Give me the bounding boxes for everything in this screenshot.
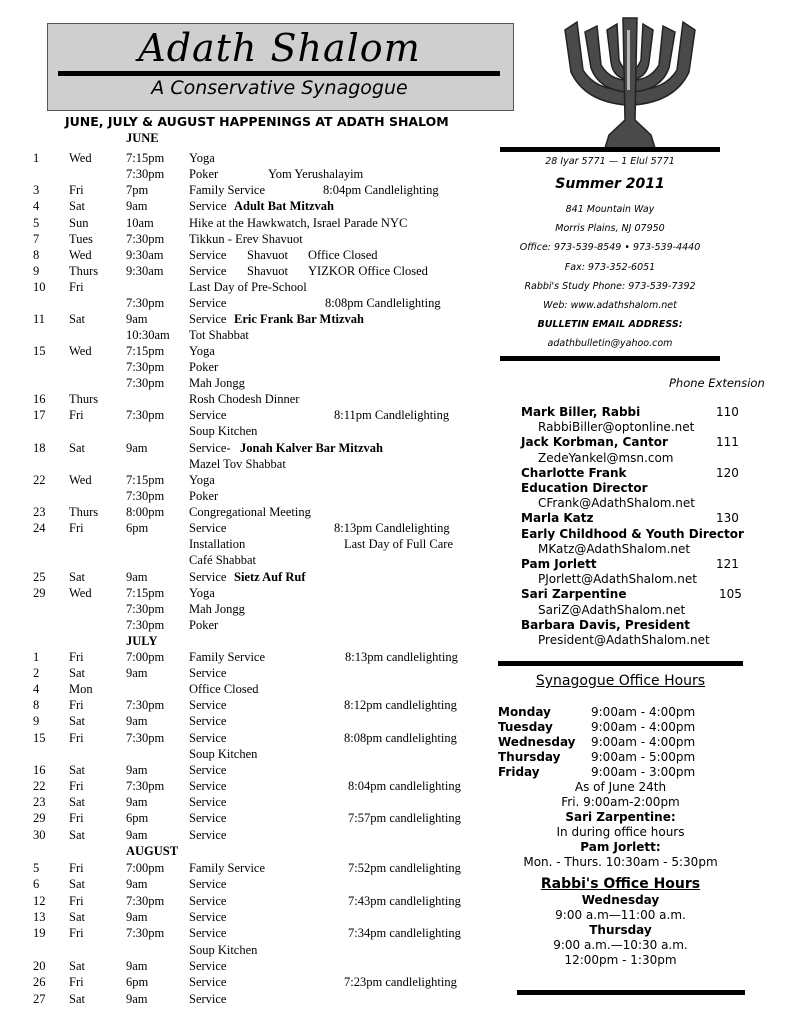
contact-name: Marla Katz: [521, 511, 594, 526]
calendar-time: 7:30pm: [126, 926, 165, 940]
calendar-time: 7:00pm: [126, 861, 165, 875]
calendar-day: 4: [33, 199, 40, 213]
masthead-rule: [58, 71, 500, 76]
calendar-event: Family Service: [189, 650, 266, 664]
summer-friday-hours: Fri. 9:00am-2:00pm: [561, 795, 680, 809]
calendar-time: 7:15pm: [126, 586, 165, 600]
synagogue-subtitle: A Conservative Synagogue: [151, 77, 408, 99]
calendar-event: Mah Jongg: [189, 376, 245, 390]
calendar-event: Service: [189, 795, 227, 809]
office-hours-day: Monday: [498, 705, 551, 719]
calendar-event: Mah Jongg: [189, 602, 245, 616]
contact-name: Sari Zarpentine: [521, 587, 627, 602]
rabbi-time-wednesday: 9:00 a.m—11:00 a.m.: [555, 908, 686, 922]
calendar-event: Service: [189, 408, 227, 422]
calendar-day: 7: [33, 232, 40, 246]
rabbi-hours-heading: Rabbi's Office Hours: [540, 876, 701, 892]
calendar-event: Service: [189, 811, 227, 825]
calendar-day: 17: [33, 408, 46, 422]
calendar-weekday: Thurs: [69, 264, 99, 278]
office-hours-day: Tuesday: [498, 720, 553, 734]
calendar-weekday: Fri: [69, 650, 84, 664]
calendar-time: 7:30pm: [126, 894, 165, 908]
calendar-weekday: Sat: [69, 763, 85, 777]
calendar-event-note: 7:23pm candlelighting: [344, 975, 457, 989]
calendar-time: 6pm: [126, 975, 149, 989]
calendar-time: 7:30pm: [126, 618, 165, 632]
calendar-weekday: Sat: [69, 877, 85, 891]
calendar-day: 5: [33, 861, 40, 875]
calendar-weekday: Wed: [69, 586, 92, 600]
calendar-time: 9am: [126, 763, 148, 777]
month-heading: AUGUST: [126, 844, 179, 858]
contact-name: Pam Jorlett: [521, 557, 597, 571]
contact-extension: 110: [716, 405, 739, 419]
month-heading: JULY: [126, 634, 158, 648]
calendar-event: Yoga: [189, 344, 215, 358]
city-address: Morris Plains, NJ 07950: [555, 223, 665, 234]
calendar-time: 9am: [126, 441, 148, 455]
calendar-event-honoree: Eric Frank Bar Mtizvah: [234, 312, 364, 326]
street-address: 841 Mountain Way: [565, 204, 655, 215]
calendar-weekday: Fri: [69, 521, 84, 535]
calendar-weekday: Wed: [69, 473, 92, 487]
calendar-event: Rosh Chodesh Dinner: [189, 392, 300, 406]
calendar-day: 11: [33, 312, 46, 326]
calendar-day: 15: [33, 731, 46, 745]
calendar-day: 8: [33, 698, 40, 712]
calendar-event-honoree: Sietz Auf Ruf: [234, 570, 306, 584]
contact-email[interactable]: SariZ@AdathShalom.net: [538, 602, 686, 617]
phone-extension-heading: Phone Extension: [669, 376, 765, 390]
calendar-event: Service: [189, 828, 227, 842]
calendar-event: Service: [189, 570, 227, 584]
calendar-time: 9am: [126, 666, 148, 680]
calendar-day: 18: [33, 441, 46, 455]
calendar-day: 23: [33, 505, 46, 519]
calendar-event: Café Shabbat: [189, 553, 256, 567]
calendar-event: Installation: [189, 537, 246, 551]
info-top-rule: [500, 147, 720, 152]
calendar-time: 7:00pm: [126, 650, 165, 664]
calendar-event: Service: [189, 926, 227, 940]
calendar-day: 16: [33, 763, 46, 777]
calendar-event: Service: [189, 910, 227, 924]
calendar-day: 25: [33, 570, 46, 584]
fax-number: Fax: 973-352-6051: [564, 262, 656, 273]
office-hours-time: 9:00am - 5:00pm: [591, 750, 696, 764]
calendar-weekday: Fri: [69, 698, 84, 712]
calendar-day: 29: [33, 586, 46, 600]
contact-name: Jack Korbman, Cantor: [521, 435, 668, 450]
calendar-time: 9am: [126, 828, 148, 842]
calendar-event: Poker: [189, 167, 219, 181]
calendar-time: 9am: [126, 910, 148, 924]
calendar-weekday: Tues: [69, 232, 93, 246]
calendar-day: 16: [33, 392, 46, 406]
rabbi-study-phone: Rabbi's Study Phone: 973-539-7392: [524, 281, 696, 292]
pam-hours: Mon. - Thurs. 10:30am - 5:30pm: [523, 855, 718, 869]
calendar-event: Soup Kitchen: [189, 943, 258, 957]
calendar-day: 1: [33, 650, 40, 664]
calendar-event: Hike at the Hawkwatch, Israel Parade NYC: [189, 216, 408, 230]
calendar-day: 30: [33, 828, 46, 842]
contact-email[interactable]: CFrank@AdathShalom.net: [538, 496, 695, 511]
calendar-event-note: 8:11pm Candlelighting: [334, 408, 450, 422]
calendar-time: 9:30am: [126, 248, 164, 262]
calendar-event: Service: [189, 312, 227, 326]
calendar-event: Service: [189, 894, 227, 908]
contact-email[interactable]: PJorlett@AdathShalom.net: [538, 572, 697, 587]
calendar-time: 9am: [126, 795, 148, 809]
calendar-time: 7pm: [126, 183, 149, 197]
calendar-day: 5: [33, 216, 40, 230]
calendar-time: 7:15pm: [126, 473, 165, 487]
calendar-weekday: Fri: [69, 894, 84, 908]
calendar-event-note: 8:13pm candlelighting: [345, 650, 458, 664]
calendar-weekday: Sat: [69, 570, 85, 584]
rabbi-day-wednesday: Wednesday: [581, 893, 660, 907]
calendar-time: 7:30pm: [126, 376, 165, 390]
calendar-time: 7:30pm: [126, 489, 165, 503]
calendar-weekday: Sat: [69, 441, 85, 455]
sari-hours: In during office hours: [556, 825, 685, 839]
calendar-day: 8: [33, 248, 40, 262]
bulletin-label: BULLETIN EMAIL ADDRESS:: [537, 319, 683, 330]
calendar-weekday: Mon: [69, 682, 93, 696]
calendar-time: 7:30pm: [126, 296, 165, 310]
calendar-event: Yoga: [189, 586, 215, 600]
calendar-time: 7:30pm: [126, 731, 165, 745]
calendar-event: Service: [189, 666, 227, 680]
calendar-event-note: YIZKOR Office Closed: [308, 264, 428, 278]
calendar-time: 7:30pm: [126, 602, 165, 616]
calendar-time: 6pm: [126, 811, 149, 825]
calendar-event-note: 7:43pm candlelighting: [348, 894, 461, 908]
calendar-event-note: 8:04pm Candlelighting: [323, 183, 439, 197]
calendar-time: 10am: [126, 216, 154, 230]
as-of-note: As of June 24th: [574, 780, 667, 794]
calendar-weekday: Fri: [69, 280, 84, 294]
calendar-event: Service: [189, 698, 227, 712]
calendar-day: 23: [33, 795, 46, 809]
calendar-event: Service: [189, 248, 227, 262]
calendar-event: Family Service: [189, 861, 266, 875]
calendar-event-note: 7:34pm candlelighting: [348, 926, 461, 940]
calendar-day: 22: [33, 779, 46, 793]
calendar-event-note: 7:52pm candlelighting: [348, 861, 461, 875]
calendar-event: Congregational Meeting: [189, 505, 311, 519]
rabbi-day-thursday: Thursday: [589, 923, 652, 937]
calendar-time: 7:30pm: [126, 408, 165, 422]
rabbi-hours-rule: [517, 990, 745, 995]
calendar-event-note: 8:08pm candlelighting: [344, 731, 457, 745]
calendar-event: Yoga: [189, 151, 215, 165]
calendar-time: 7:30pm: [126, 779, 165, 793]
calendar-event: Service: [189, 779, 227, 793]
contact-title: Education Director: [521, 481, 648, 495]
calendar-event-note: 8:13pm Candlelighting: [334, 521, 450, 535]
office-hours-day: Wednesday: [498, 735, 576, 749]
calendar-event: Service: [189, 959, 227, 973]
contact-name: Barbara Davis, President: [521, 617, 691, 632]
rabbi-time-thursday-pm: 12:00pm - 1:30pm: [564, 953, 677, 967]
calendar-event: Service: [189, 731, 227, 745]
calendar-weekday: Fri: [69, 731, 84, 745]
rabbi-time-thursday: 9:00 a.m.—10:30 a.m.: [553, 938, 688, 952]
info-bottom-rule: [500, 356, 720, 361]
calendar-weekday: Sat: [69, 828, 85, 842]
calendar-day: 26: [33, 975, 46, 989]
calendar-day: 13: [33, 910, 46, 924]
calendar-weekday: Fri: [69, 861, 84, 875]
calendar-day: 2: [33, 666, 40, 680]
calendar-time: 9am: [126, 877, 148, 891]
calendar-event-note: Office Closed: [308, 248, 378, 262]
calendar-day: 3: [33, 183, 40, 197]
calendar-weekday: Thurs: [69, 505, 99, 519]
calendar-time: 6pm: [126, 521, 149, 535]
contact-name: Mark Biller, Rabbi: [521, 405, 641, 419]
calendar-event: Service-: [189, 441, 231, 455]
calendar-day: 20: [33, 959, 46, 973]
calendar-event-note: 8:08pm Candlelighting: [325, 296, 441, 310]
contact-extension: 105: [719, 587, 742, 602]
calendar-event: Soup Kitchen: [189, 747, 258, 761]
calendar-weekday: Sat: [69, 992, 85, 1006]
office-hours-time: 9:00am - 4:00pm: [591, 720, 696, 734]
calendar-event: Family Service: [189, 183, 266, 197]
season-label: Summer 2011: [555, 176, 665, 192]
calendar-event: Service: [189, 763, 227, 777]
menorah-logo: [555, 10, 705, 150]
calendar-time: 7:30pm: [126, 232, 165, 246]
office-hours-time: 9:00am - 4:00pm: [591, 735, 696, 749]
calendar-day: 9: [33, 264, 40, 278]
contact-title: Early Childhood & Youth Director: [521, 526, 744, 541]
calendar-weekday: Wed: [69, 151, 92, 165]
happenings-heading: JUNE, JULY & AUGUST HAPPENINGS AT ADATH SHALOM: [65, 114, 449, 129]
calendar-weekday: Wed: [69, 248, 92, 262]
calendar-event-note: Yom Yerushalayim: [268, 167, 364, 181]
calendar-event: Mazel Tov Shabbat: [189, 457, 286, 471]
calendar-event: Service: [189, 992, 227, 1006]
calendar-event-honoree: Adult Bat Mitzvah: [234, 199, 334, 213]
calendar-event-honoree: Jonah Kalver Bar Mitzvah: [240, 441, 383, 455]
calendar-time: 7:15pm: [126, 151, 165, 165]
calendar-event: Office Closed: [189, 682, 259, 696]
synagogue-title: Adath Shalom: [138, 26, 421, 70]
calendar-weekday: Sat: [69, 795, 85, 809]
calendar-event: Poker: [189, 618, 219, 632]
calendar-event-note: Last Day of Full Care: [344, 537, 454, 551]
calendar-event: Service: [189, 199, 227, 213]
calendar-time: 9am: [126, 570, 148, 584]
calendar-event: Last Day of Pre-School: [189, 280, 307, 294]
hebrew-dates: 28 Iyar 5771 — 1 Elul 5771: [545, 156, 675, 167]
calendar-time: 7:15pm: [126, 344, 165, 358]
calendar-weekday: Sat: [69, 199, 85, 213]
calendar-weekday: Sat: [69, 714, 85, 728]
website[interactable]: Web: www.adathshalom.net: [543, 300, 677, 311]
calendar-day: 15: [33, 344, 46, 358]
calendar-weekday: Fri: [69, 975, 84, 989]
calendar-day: 24: [33, 521, 46, 535]
contact-email[interactable]: MKatz@AdathShalom.net: [538, 541, 691, 556]
calendar-weekday: Sun: [69, 216, 89, 230]
calendar-weekday: Thurs: [69, 392, 99, 406]
office-hours-time: 9:00am - 3:00pm: [591, 765, 696, 779]
calendar-day: 4: [33, 682, 40, 696]
calendar-weekday: Wed: [69, 344, 92, 358]
calendar-day: 9: [33, 714, 40, 728]
calendar-event: Poker: [189, 360, 219, 374]
calendar-event: Service: [189, 714, 227, 728]
calendar-event: Soup Kitchen: [189, 424, 258, 438]
contact-extension: 121: [716, 557, 739, 571]
calendar-day: 19: [33, 926, 46, 940]
contact-email[interactable]: President@AdathShalom.net: [538, 633, 710, 647]
contact-name: Charlotte Frank: [521, 465, 627, 480]
contact-email[interactable]: ZedeYankel@msn.com: [538, 450, 674, 465]
calendar-day: 6: [33, 877, 40, 891]
contact-email[interactable]: RabbiBiller@optonline.net: [538, 420, 695, 435]
office-hours-day: Thursday: [498, 750, 561, 764]
calendar-event: Service: [189, 521, 227, 535]
calendar-time: 9:30am: [126, 264, 164, 278]
calendar-event: Service: [189, 877, 227, 891]
calendar-day: 10: [33, 280, 46, 294]
sari-label: Sari Zarpentine:: [565, 810, 676, 824]
calendar-time: 9am: [126, 992, 148, 1006]
calendar-event-holiday: Shavuot: [247, 248, 288, 262]
office-hours-day: Friday: [498, 765, 540, 779]
calendar-time: 9am: [126, 714, 148, 728]
calendar-weekday: Sat: [69, 312, 85, 326]
calendar-event-note: 8:12pm candlelighting: [344, 698, 457, 712]
calendar-event: Service: [189, 975, 227, 989]
calendar-weekday: Fri: [69, 408, 84, 422]
calendar-event: Yoga: [189, 473, 215, 487]
calendar-time: 9am: [126, 199, 148, 213]
hours-top-rule: [498, 661, 743, 666]
office-phone: Office: 973-539-8549 • 973-539-4440: [519, 242, 701, 253]
calendar-weekday: Sat: [69, 910, 85, 924]
calendar-weekday: Fri: [69, 183, 84, 197]
calendar-event: Service: [189, 264, 227, 278]
calendar-time: 7:30pm: [126, 698, 165, 712]
calendar-day: 22: [33, 473, 46, 487]
calendar-event-holiday: Shavuot: [247, 264, 288, 278]
calendar-event-note: 7:57pm candlelighting: [348, 811, 461, 825]
calendar-time: 9am: [126, 312, 148, 326]
office-hours-time: 9:00am - 4:00pm: [591, 705, 696, 719]
calendar-day: 27: [33, 992, 46, 1006]
calendar-event: Poker: [189, 489, 219, 503]
pam-label: Pam Jorlett:: [580, 840, 661, 854]
calendar-time: 7:30pm: [126, 360, 165, 374]
calendar-time: 7:30pm: [126, 167, 165, 181]
calendar-time: 10:30am: [126, 328, 170, 342]
bulletin-email[interactable]: adathbulletin@yahoo.com: [547, 338, 673, 349]
calendar-day: 12: [33, 894, 46, 908]
calendar-event: Tot Shabbat: [189, 328, 249, 342]
calendar-event-note: 8:04pm candlelighting: [348, 779, 461, 793]
calendar-weekday: Sat: [69, 959, 85, 973]
contact-extension: 120: [716, 465, 739, 480]
contact-extension: 130: [716, 511, 739, 526]
calendar-time: 9am: [126, 959, 148, 973]
calendar-event: Tikkun - Erev Shavuot: [189, 232, 303, 246]
calendar-weekday: Sat: [69, 666, 85, 680]
calendar-day: 1: [33, 151, 40, 165]
calendar-weekday: Fri: [69, 926, 84, 940]
contact-extension: 111: [716, 435, 739, 450]
month-heading: JUNE: [126, 131, 159, 145]
calendar-weekday: Fri: [69, 779, 84, 793]
calendar-day: 29: [33, 811, 46, 825]
calendar-weekday: Fri: [69, 811, 84, 825]
office-hours-heading: Synagogue Office Hours: [535, 673, 706, 689]
calendar-event: Service: [189, 296, 227, 310]
calendar-time: 8:00pm: [126, 505, 165, 519]
